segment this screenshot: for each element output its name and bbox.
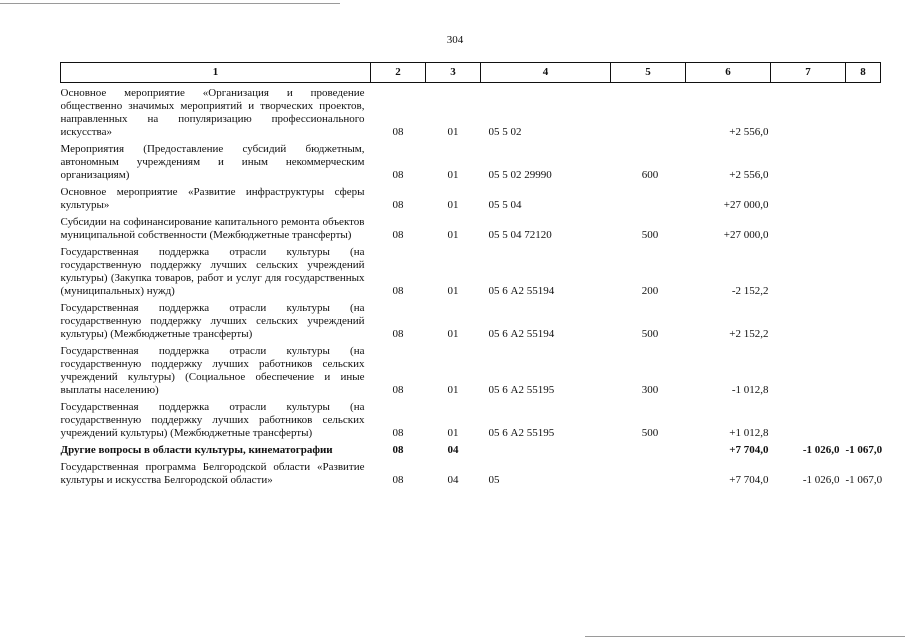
row-subsection: 01	[447, 126, 459, 138]
row-target-code: 05 5 02 29990	[488, 169, 552, 181]
bottom-edge-line	[585, 636, 905, 637]
row-value-col6: +1 012,8	[729, 427, 769, 439]
table-row	[61, 341, 881, 397]
row-value-col6: +7 704,0	[729, 474, 769, 486]
row-subsection: 04	[447, 474, 459, 486]
row-expense-type: 500	[641, 328, 659, 340]
row-value-col7	[771, 341, 846, 397]
row-name: Основное мероприятие «Организация и проведение общественно значимых мероприятий и творческих проектов, направленных на популяризацию профессионального искусства»	[60, 87, 365, 138]
row-value-col8	[846, 341, 881, 397]
row-expense-type: 600	[641, 169, 659, 181]
row-section: 08	[392, 474, 404, 486]
row-name: Государственная поддержка отрасли культуры (на государственную поддержку лучших сельских учреждений культуры) (Закупка товаров, работ и услуг для государственных (муниципальных) нужд)	[60, 246, 365, 297]
row-section: 08	[392, 444, 404, 456]
row-section: 08	[392, 199, 404, 211]
budget-table	[60, 62, 881, 487]
page-number: 304	[446, 34, 464, 46]
row-subsection: 01	[447, 229, 459, 241]
table-row	[61, 397, 881, 440]
row-value-col7: -1 026,0	[802, 474, 840, 486]
row-value-col6: +7 704,0	[729, 444, 769, 456]
row-target-code: 05 6 А2 55195	[488, 427, 555, 439]
row-subsection: 01	[447, 199, 459, 211]
row-value-col6: +2 152,2	[729, 328, 769, 340]
row-value-col7	[771, 298, 846, 341]
row-expense-type: 300	[641, 384, 659, 396]
row-target-code: 05 5 02	[488, 126, 522, 138]
row-value-col8	[846, 212, 881, 242]
row-name: Основное мероприятие «Развитие инфраструктуры сферы культуры»	[60, 186, 365, 211]
row-value-col8	[846, 298, 881, 341]
column-header-8: 8	[846, 63, 881, 83]
row-expense-type	[611, 182, 686, 212]
table-body	[61, 83, 881, 488]
row-subsection: 01	[447, 328, 459, 340]
row-value-col8: -1 067,0	[845, 444, 883, 456]
row-name: Государственная поддержка отрасли культуры (на государственную поддержку лучших работников сельских учреждений культуры) (Социальное обеспечение и иные выплаты населению)	[60, 345, 365, 396]
table-row	[61, 182, 881, 212]
column-header-7: 7	[771, 63, 846, 83]
row-value-col7	[771, 182, 846, 212]
row-expense-type	[611, 83, 686, 140]
row-value-col7	[771, 83, 846, 140]
row-expense-type: 500	[641, 229, 659, 241]
row-value-col7	[771, 139, 846, 182]
column-header-3: 3	[426, 63, 481, 83]
row-target-code: 05 6 А2 55195	[488, 384, 555, 396]
row-expense-type: 500	[641, 427, 659, 439]
row-value-col8	[846, 397, 881, 440]
row-target-code: 05 6 А2 55194	[488, 285, 555, 297]
row-value-col7	[771, 212, 846, 242]
row-name: Государственная программа Белгородской области «Развитие культуры и искусства Белгородской области»	[60, 461, 365, 486]
row-value-col8	[846, 139, 881, 182]
table-header-row	[61, 63, 881, 83]
row-section: 08	[392, 126, 404, 138]
row-target-code: 05 6 А2 55194	[488, 328, 555, 340]
table-row	[61, 212, 881, 242]
row-target-code	[481, 440, 611, 457]
row-value-col7	[771, 397, 846, 440]
row-name: Субсидии на софинансирование капитального ремонта объектов муниципальной собственности (Межбюджетные трансферты)	[60, 216, 365, 241]
row-value-col7: -1 026,0	[802, 444, 840, 456]
row-expense-type	[611, 457, 686, 487]
table-row-section-total	[61, 440, 881, 457]
column-header-6: 6	[686, 63, 771, 83]
row-subsection: 01	[447, 169, 459, 181]
row-expense-type: 200	[641, 285, 659, 297]
column-header-4: 4	[481, 63, 611, 83]
row-value-col6: -1 012,8	[731, 384, 769, 396]
row-section: 08	[392, 328, 404, 340]
column-header-1: 1	[61, 63, 371, 83]
row-subsection: 04	[447, 444, 459, 456]
row-target-code: 05 5 04 72120	[488, 229, 552, 241]
row-expense-type	[611, 440, 686, 457]
table-header	[61, 63, 881, 83]
row-value-col8: -1 067,0	[845, 474, 883, 486]
table-row	[61, 457, 881, 487]
top-edge-line	[0, 3, 340, 4]
row-value-col6: -2 152,2	[731, 285, 769, 297]
row-value-col6: +27 000,0	[723, 199, 769, 211]
table-row	[61, 139, 881, 182]
row-name: Мероприятия (Предоставление субсидий бюджетным, автономным учреждениям и иным некоммерческим организациям)	[60, 143, 365, 181]
table-row	[61, 83, 881, 140]
row-section: 08	[392, 384, 404, 396]
row-section: 08	[392, 285, 404, 297]
column-header-5: 5	[611, 63, 686, 83]
row-target-code: 05 5 04	[488, 199, 522, 211]
table-row	[61, 298, 881, 341]
row-section: 08	[392, 169, 404, 181]
row-subsection: 01	[447, 285, 459, 297]
row-value-col8	[846, 182, 881, 212]
row-section: 08	[392, 427, 404, 439]
row-name: Государственная поддержка отрасли культуры (на государственную поддержку лучших сельских учреждений культуры) (Межбюджетные трансферты)	[60, 302, 365, 340]
table-row	[61, 242, 881, 298]
row-value-col7	[771, 242, 846, 298]
column-header-2: 2	[371, 63, 426, 83]
row-value-col6: +2 556,0	[729, 126, 769, 138]
row-name: Государственная поддержка отрасли культуры (на государственную поддержку лучших работников сельских учреждений культуры) (Межбюджетные трансферты)	[60, 401, 365, 439]
row-subsection: 01	[447, 427, 459, 439]
row-value-col8	[846, 242, 881, 298]
row-value-col6: +2 556,0	[729, 169, 769, 181]
row-subsection: 01	[447, 384, 459, 396]
row-name: Другие вопросы в области культуры, кинематографии	[60, 444, 333, 456]
row-value-col8	[846, 83, 881, 140]
row-target-code: 05	[488, 474, 500, 486]
row-section: 08	[392, 229, 404, 241]
row-value-col6: +27 000,0	[723, 229, 769, 241]
